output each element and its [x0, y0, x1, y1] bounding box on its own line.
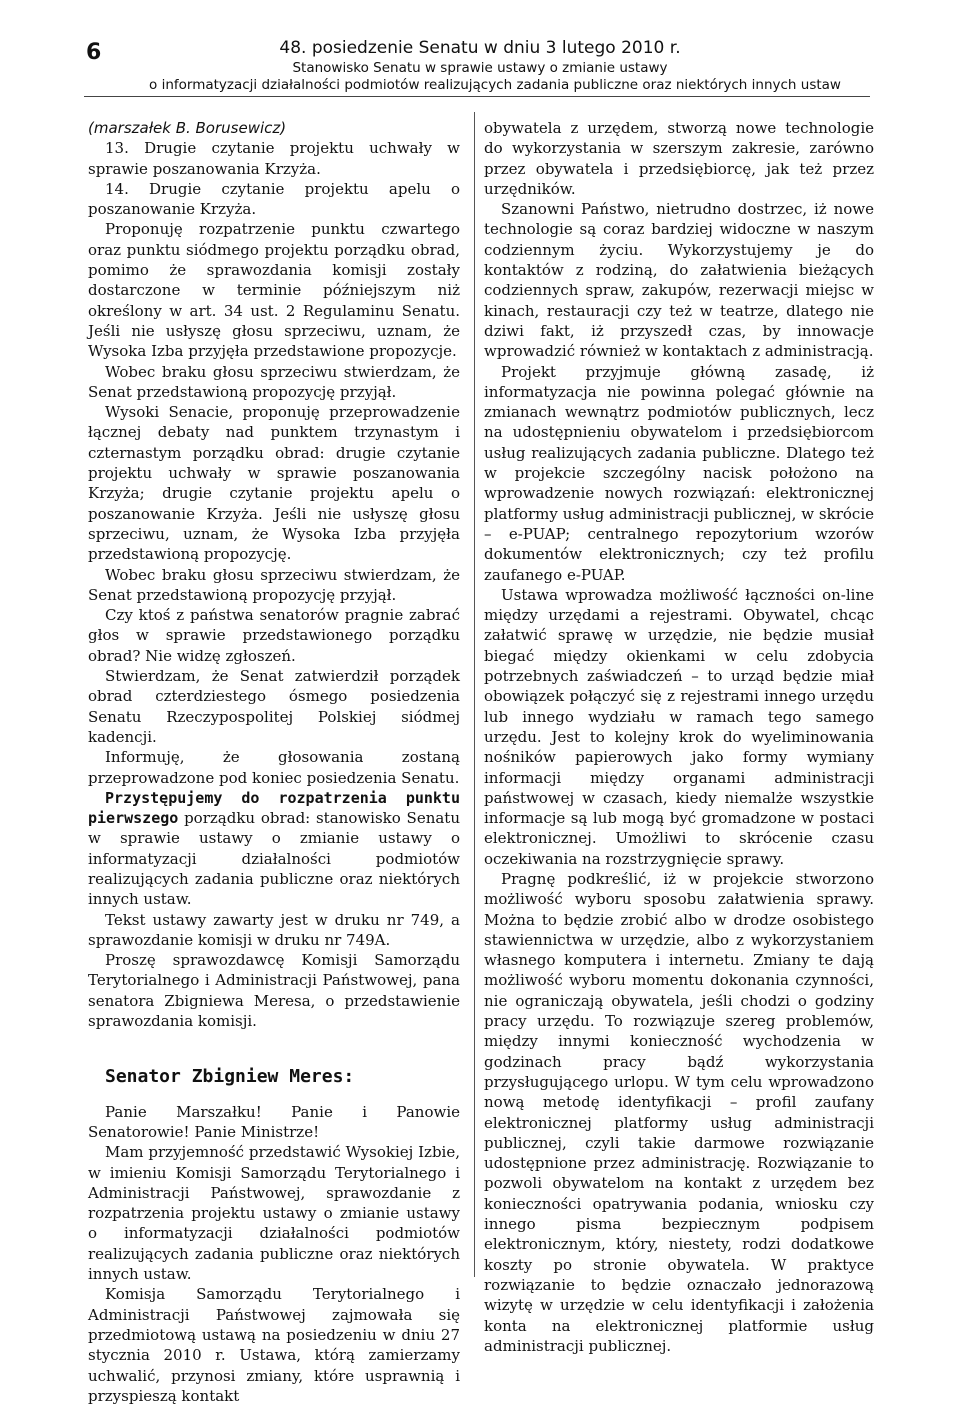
- speaker-reference: (marszałek B. Borusewicz): [88, 119, 287, 137]
- right-column: [484, 118, 874, 1356]
- paragraph: Wobec braku głosu sprzeciwu stwierdzam, że Senat przedstawioną propozycję przyjął.: [88, 362, 460, 401]
- paragraph: Pragnę podkreślić, iż w projekcie stworzono możliwość wyboru sposobu załatwienia sprawy. Można to będzie zrobić albo w drodze osobistego stawiennictwa w urzędzie, albo z wykorzystaniem własnego komputera i internetu. Zmiany te dają możliwość wyboru momentu dokonania czynności, nie ograniczają obywatela, jeśli chodzi o godziny pracy urzędu. To rozwiązuje szereg problemów, między innymi konieczność wychodzenia w godzinach pracy bądź wykorzystania przysługującego urlopu. W tym celu wprowadzono nową metodę identyfikacji – profil zaufany elektronicznej platformy usług administracji publicznej, czyli takie darmowe rozwiązanie udostępnione przez administrację. Rozwiązanie to pozwoli obywatelom na kontakt z urzędem bez konieczności opatrywania podania, wniosku czy innego pisma bezpiecznym podpisem elektronicznym, który, niestety, rodzi dodatkowe koszty po stronie obywatela. W praktyce rozwiązanie to będzie oznaczało jednorazową wizytę w urzędzie w celu identyfikacji i założenia konta na elektronicznej platformie usług administracji publicznej.: [484, 869, 874, 1355]
- paragraph: Wysoki Senacie, proponuję przeprowadzenie łącznej debaty nad punktem trzynastym i czternastym porządku obrad: drugie czytanie projektu uchwały w sprawie poszanowania Krzyża; drugie czytanie projektu apelu o poszanowanie Krzyża. Jeśli nie usłyszę głosu sprzeciwu, uznam, że Wysoka Izba przyjęła przedstawioną propozycję.: [88, 403, 460, 564]
- paragraph: Proszę sprawozdawcę Komisji Samorządu Terytorialnego i Administracji Państwowej, pana senatora Zbigniewa Meresa, o przedstawienie sprawozdania komisji.: [88, 951, 460, 1031]
- page-header: [0, 0, 960, 100]
- paragraph: 13. Drugie czytanie projektu uchwały w sprawie poszanowania Krzyża.: [88, 139, 460, 178]
- paragraph: 14. Drugie czytanie projektu apelu o poszanowanie Krzyża.: [88, 179, 460, 219]
- header-subtitle-line2: o informatyzacji działalności podmiotów realizujących zadania publiczne oraz niektórych innych ustaw: [149, 77, 841, 93]
- header-rule: [84, 96, 870, 97]
- column-divider: [474, 112, 475, 1277]
- paragraph: Mam przyjemność przedstawić Wysokiej Izbie, w imieniu Komisji Samorządu Terytorialnego i Administracji Państwowej, sprawozdanie z rozpatrzenia projektu ustawy o zmianie ustawy o informatyzacji działalności podmiotów realizujących zadania publiczne oraz niektórych innych ustaw.: [88, 1143, 460, 1284]
- paragraph: Stwierdzam, że Senat zatwierdził porządek obrad czterdziestego ósmego posiedzenia Senatu Rzeczypospolitej Polskiej siódmej kadencji.: [88, 667, 460, 746]
- paragraph: Panie Marszałku! Panie i Panowie Senatorowie! Panie Ministrze!: [88, 1102, 460, 1141]
- paragraph-text: porządku obrad: stanowisko Senatu w sprawie ustawy o zmianie ustawy o informatyzacji działalności podmiotów realizujących zadania publiczne oraz niektórych innych ustaw.: [88, 809, 460, 909]
- paragraph: Szanowni Państwo, nietrudno dostrzec, iż nowe technologie są coraz bardziej widoczne w naszym codziennym życiu. Wykorzystujemy je do kontaktów z rodziną, do załatwienia bieżących codziennych spraw, zakupów, rezerwacji miejsc w kinach, restauracji czy też w teatrze, dlatego nie dziwi fakt, iż przyszedł czas, by innowacje wprowadzić również w kontaktach z administracją.: [484, 200, 874, 361]
- header-title: 48. posiedzenie Senatu w dniu 3 lutego 2010 r.: [279, 38, 681, 58]
- speaker-heading: Senator Zbigniew Meres:: [105, 1066, 355, 1088]
- paragraph: obywatela z urzędem, stworzą nowe technologie do wykorzystania w szerszym zakresie, zarówno przez obywatela i przedsiębiorcę, jak też przez urzędników.: [484, 119, 874, 198]
- page-number: 6: [86, 40, 102, 65]
- paragraph: [88, 788, 460, 910]
- paragraph: Proponuję rozpatrzenie punktu czwartego oraz punktu siódmego projektu porządku obrad, pomimo że sprawozdania komisji zostały dostarczone w terminie późniejszym niż określony w art. 34 ust. 2 Regulaminu Senatu. Jeśli nie usłyszę głosu sprzeciwu, uznam, że Wysoka Izba przyjęła przedstawione propozycje.: [88, 220, 460, 361]
- agenda-item-bold: Przystępujemy do rozpatrzenia punktu pierwszego: [88, 788, 460, 828]
- paragraph: Ustawa wprowadza możliwość łączności on-line między urzędami a rejestrami. Obywatel, chcąc załatwić sprawę w urzędzie, nie będzie musiał biegać między okienkami w celu zdobycia potrzebnych zaświadczeń – to urząd będzie miał obowiązek połączyć się z rejestrami innego urzędu lub innego wydziału w ramach tego samego urzędu. Jest to kolejny krok do wyeliminowania nośników papierowych jako formy wymiany informacji między organami administracji państwowej w czasach, kiedy niemalże wszystkie informacje są lub mogą być gromadzone w postaci elektronicznej. Umożliwi to skrócenie czasu oczekiwania na rozstrzygnięcie sprawy.: [484, 585, 874, 868]
- left-column: [88, 118, 460, 1406]
- paragraph: Tekst ustawy zawarty jest w druku nr 749, a sprawozdanie komisji w druku nr 749A.: [88, 910, 460, 949]
- paragraph: Projekt przyjmuje główną zasadę, iż informatyzacja nie powinna polegać głównie na zmianach wewnątrz podmiotów publicznych, lecz na udostępnieniu obywatelom i przedsiębiorcom usług realizujących zadania publiczne. Dlatego też w projekcie szczególny nacisk położono na wprowadzenie nowych rozwiązań: elektronicznej platformy usług administracji publicznej, w skrócie – e-PUAP; centralnego repozytorium wzorów dokumentów elektronicznych; czy też profilu zaufanego e-PUAP.: [484, 362, 874, 584]
- header-subtitle-line1: Stanowisko Senatu w sprawie ustawy o zmianie ustawy: [292, 60, 668, 76]
- paragraph: Informuję, że głosowania zostaną przeprowadzone pod koniec posiedzenia Senatu.: [88, 748, 460, 787]
- paragraph: Komisja Samorządu Terytorialnego i Administracji Państwowej zajmowała się przedmiotową ustawą na posiedzeniu w dniu 27 stycznia 2010 r. Ustawa, którą zamierzamy uchwalić, przynosi zmiany, które usprawnią i przyspieszą kontakt: [88, 1285, 460, 1405]
- paragraph: Wobec braku głosu sprzeciwu stwierdzam, że Senat przedstawioną propozycję przyjął.: [88, 565, 460, 604]
- paragraph: Czy ktoś z państwa senatorów pragnie zabrać głos w sprawie przedstawionego porządku obrad? Nie widzę zgłoszeń.: [88, 606, 460, 665]
